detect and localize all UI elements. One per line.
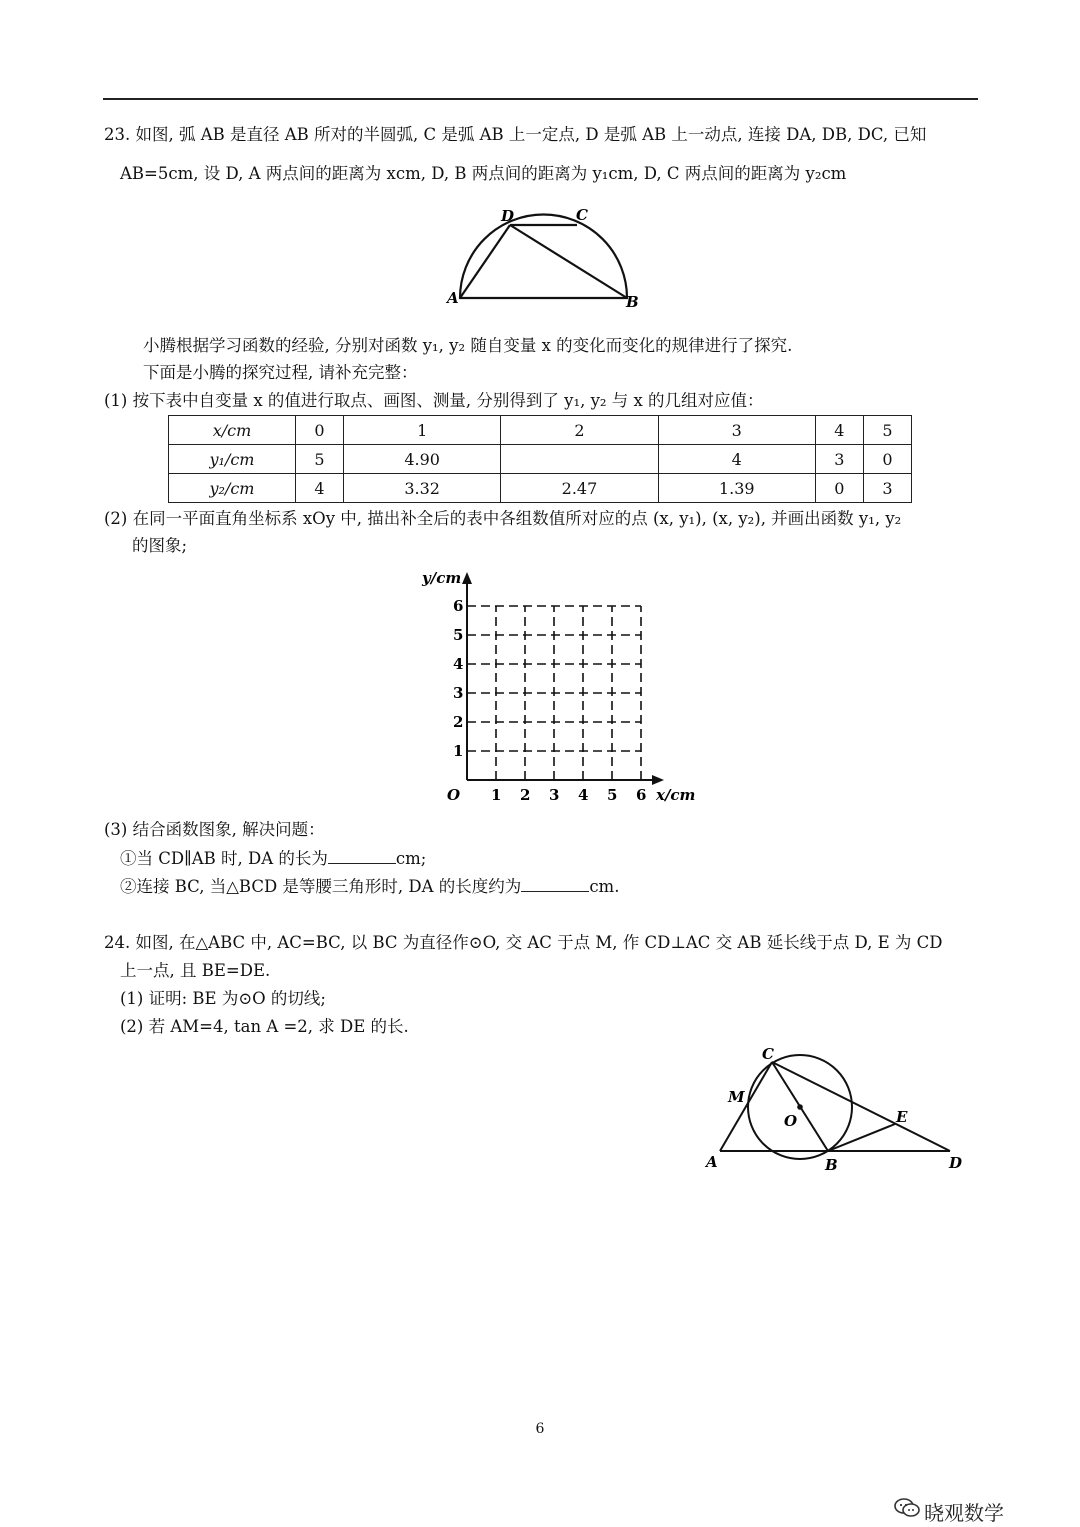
- q23-part3-2-text: ②连接 BC, 当△BCD 是等腰三角形时, DA 的长度约为: [120, 877, 522, 896]
- answer-blank[interactable]: [521, 875, 589, 892]
- table-cell: 3: [863, 474, 911, 503]
- y-tick-label: 4: [453, 655, 464, 673]
- q23-coordinate-grid: [410, 568, 710, 808]
- table-cell: 2.47: [501, 474, 658, 503]
- watermark-account-name: 晓观数学: [924, 1501, 1004, 1525]
- q24-part1: (1) 证明: BE 为⊙O 的切线;: [120, 989, 326, 1008]
- q24-label-c: C: [762, 1045, 774, 1063]
- table-row: [169, 474, 912, 503]
- table-cell: 1: [344, 416, 501, 445]
- table-cell: y₁/cm: [169, 445, 296, 474]
- x-tick-label: 6: [636, 786, 647, 804]
- q23-intro2: 下面是小腾的探究过程, 请补充完整：: [143, 363, 418, 382]
- table-row: [169, 445, 912, 474]
- table-cell: 5: [863, 416, 911, 445]
- table-cell-blank: [501, 445, 658, 474]
- y-tick-label: 3: [453, 684, 464, 702]
- q24-circle-figure: [700, 1040, 970, 1175]
- x-tick-label: 2: [520, 786, 531, 804]
- table-cell: y₂/cm: [169, 474, 296, 503]
- q24-label-d: D: [949, 1154, 963, 1172]
- table-cell: 0: [815, 474, 863, 503]
- q23-label-c: C: [576, 206, 588, 224]
- q23-part3-2: [120, 875, 619, 898]
- q23-part3: (3) 结合函数图象, 解决问题：: [104, 820, 325, 839]
- table-cell: 4: [815, 416, 863, 445]
- q24-label-e: E: [896, 1108, 908, 1126]
- graph-origin-label: O: [447, 786, 461, 804]
- q23-part3-1-text: ①当 CD∥AB 时, DA 的长为: [120, 849, 328, 868]
- table-cell: 4: [658, 445, 815, 474]
- table-row: [169, 416, 912, 445]
- q24-part2: (2) 若 AM=4, tan A =2, 求 DE 的长.: [120, 1017, 409, 1036]
- x-tick-label: 5: [607, 786, 618, 804]
- q24-label-m: M: [728, 1088, 745, 1106]
- page-number: 6: [535, 1421, 545, 1437]
- header-rule: [103, 98, 978, 100]
- graph-x-label: x/cm: [656, 786, 696, 804]
- q24-line2: 上一点, 且 BE=DE.: [120, 961, 271, 980]
- wechat-icon: [893, 1496, 921, 1520]
- q23-label-d: D: [501, 207, 515, 225]
- y-tick-label: 2: [453, 713, 464, 731]
- q23-part3-2-unit: cm.: [589, 877, 620, 896]
- table-cell: 0: [863, 445, 911, 474]
- q24-label-a: A: [706, 1153, 718, 1171]
- table-cell: 4.90: [344, 445, 501, 474]
- table-cell: 4: [296, 474, 344, 503]
- table-cell: 3.32: [344, 474, 501, 503]
- q23-part3-1-unit: cm;: [395, 849, 427, 868]
- q23-line2: AB=5cm, 设 D, A 两点间的距离为 xcm, D, B 两点间的距离为 y₁cm, D, C 两点间的距离为 y₂cm: [120, 164, 847, 183]
- q24-label-b: B: [825, 1156, 838, 1174]
- y-tick-label: 5: [453, 626, 464, 644]
- q23-value-table: [168, 415, 912, 503]
- table-cell: 2: [501, 416, 658, 445]
- table-cell: 3: [658, 416, 815, 445]
- table-cell: x/cm: [169, 416, 296, 445]
- table-cell: 3: [815, 445, 863, 474]
- q23-semicircle-figure: [440, 200, 650, 312]
- q23-intro1: 小腾根据学习函数的经验, 分别对函数 y₁, y₂ 随自变量 x 的变化而变化的规律进行了探究.: [143, 336, 793, 355]
- y-tick-label: 6: [453, 597, 464, 615]
- q23-line1: 23. 如图, 弧 AB 是直径 AB 所对的半圆弧, C 是弧 AB 上一定点, D 是弧 AB 上一动点, 连接 DA, DB, DC, 已知: [104, 125, 927, 144]
- q23-part2-line2: 的图象;: [132, 536, 188, 555]
- q23-part3-1: [120, 847, 426, 870]
- x-tick-label: 3: [549, 786, 560, 804]
- q23-label-a: A: [447, 289, 459, 307]
- q23-label-b: B: [626, 293, 639, 311]
- table-cell: 1.39: [658, 474, 815, 503]
- q23-part2-line1: (2) 在同一平面直角坐标系 xOy 中, 描出补全后的表中各组数值所对应的点 (x, y₁), (x, y₂), 并画出函数 y₁, y₂: [104, 509, 902, 528]
- x-tick-label: 4: [578, 786, 589, 804]
- answer-blank[interactable]: [328, 847, 396, 864]
- graph-y-label: y/cm: [422, 569, 462, 587]
- table-cell: 5: [296, 445, 344, 474]
- q23-part1: (1) 按下表中自变量 x 的值进行取点、画图、测量, 分别得到了 y₁, y₂ 与 x 的几组对应值：: [104, 391, 764, 410]
- y-tick-label: 1: [453, 742, 464, 760]
- q24-label-o: O: [784, 1112, 798, 1130]
- q24-line1: 24. 如图, 在△ABC 中, AC=BC, 以 BC 为直径作⊙O, 交 AC 于点 M, 作 CD⊥AC 交 AB 延长线于点 D, E 为 CD: [104, 933, 943, 952]
- x-tick-label: 1: [491, 786, 502, 804]
- table-cell: 0: [296, 416, 344, 445]
